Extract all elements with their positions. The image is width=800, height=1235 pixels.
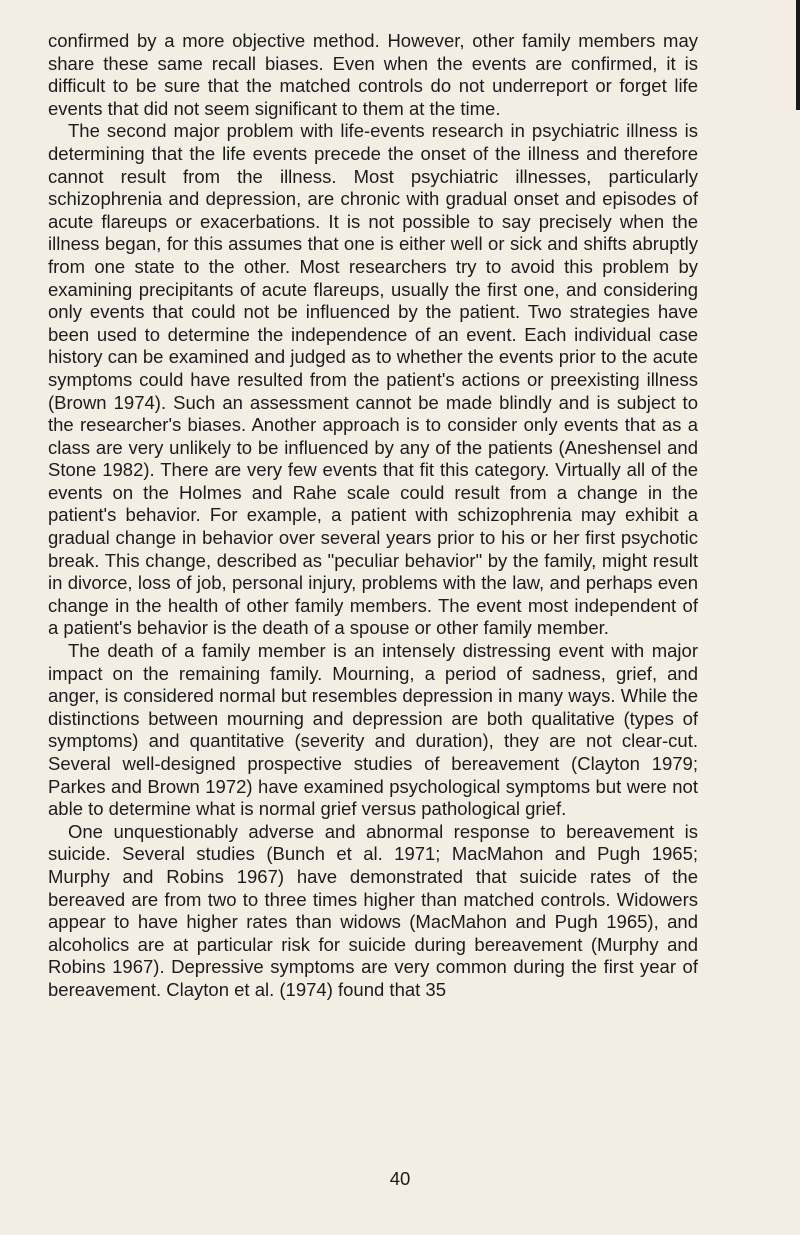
paragraph-1: confirmed by a more objective method. However, other family members may share these same recall biases. Even when the events are confirmed, it is difficult to be sure that the matched controls do not underreport or forget life events that did not seem significant to them at the time. (48, 30, 698, 119)
page-edge-shadow (796, 0, 800, 110)
paragraph-4: One unquestionably adverse and abnormal response to bereavement is suicide. Several studies (Bunch et al. 1971; MacMahon and Pugh 1965; Murphy and Robins 1967) have demonstrated that suicide rates of the bereaved are from two to three times higher than matched controls. Widowers appear to have higher rates than widows (MacMahon and Pugh 1965), and alcoholics are at particular risk for suicide during bereavement (Murphy and Robins 1967). Depressive symptoms are very common during the first year of bereavement. Clayton et al. (1974) found that 35 (48, 820, 698, 1000)
paragraph-2: The second major problem with life-events research in psychiatric illness is determining that the life events precede the onset of the illness and therefore cannot result from the illness. Most psychiatric illnesses, particularly schizophrenia and depression, are chronic with gradual onset and episodes of acute flareups or exacerbations. It is not possible to say precisely when the illness began, for this assumes that one is either well or sick and shifts abruptly from one state to the other. Most researchers try to avoid this problem by examining precipitants of acute flareups, usually the first one, and considering only events that could not be influenced by the patient. Two strategies have been used to determine the independence of an event. Each individual case history can be examined and judged as to whether the events prior to the acute symptoms could have resulted from the patient's actions or preexisting illness (Brown 1974). Such an assessment cannot be made blindly and is subject to the researcher's biases. Another approach is to consider only events that as a class are very unlikely to be influenced by any of the patients (Aneshensel and Stone 1982). There are very few events that fit this category. Virtually all of the events on the Holmes and Rahe scale could result from a change in the patient's behavior. For example, a patient with schizophrenia may exhibit a gradual change in behavior over several years prior to his or her first psychotic break. This change, described as "peculiar behavior" by the family, might result in divorce, loss of job, personal injury, problems with the law, and perhaps even change in the health of other family members. The event most independent of a patient's behavior is the death of a spouse or other family member. (48, 120, 698, 639)
paragraph-3: The death of a family member is an intensely distressing event with major impact on the remaining family. Mourning, a period of sadness, grief, and anger, is considered normal but resembles depression in many ways. While the distinctions between mourning and depression are both qualitative (types of symptoms) and quantitative (severity and duration), they are not clear-cut. Several well-designed prospective studies of bereavement (Clayton 1979; Parkes and Brown 1972) have examined psychological symptoms but were not able to determine what is normal grief versus pathological grief. (48, 640, 698, 820)
body-text (48, 30, 698, 1002)
page-number: 40 (389, 1168, 411, 1189)
